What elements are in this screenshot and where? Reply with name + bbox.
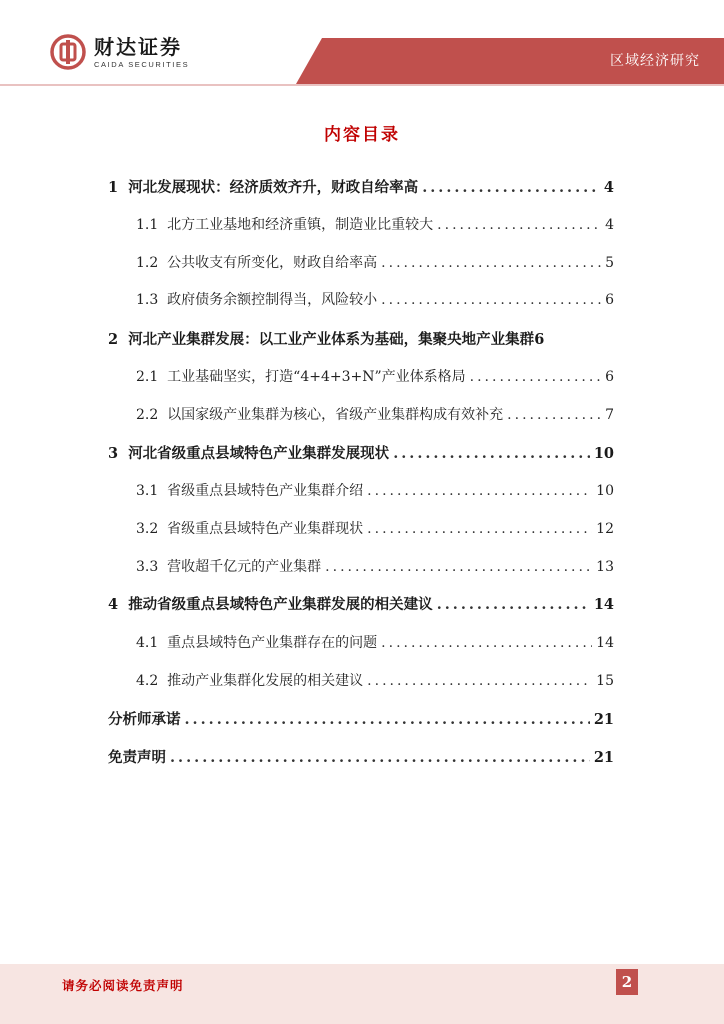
brand-name-cn: 财达证券 [94,34,182,59]
toc-entry[interactable] [108,746,614,774]
toc-entry-title: 省级重点县域特色产业集群介绍 [167,483,364,499]
toc-entry-title: 公共收支有所变化，财政自给率高 [167,255,378,271]
toc-entry-title: 以国家级产业集群为核心，省级产业集群构成有效补充 [167,407,504,423]
page-header [0,0,724,90]
toc-entry[interactable] [108,366,614,394]
toc-leader-dots [367,483,592,499]
toc-leader-dots [422,179,600,196]
toc-entry[interactable] [108,480,614,508]
toc-entry[interactable] [108,252,614,280]
toc-entry-title: 推动产业集群化发展的相关建议 [167,673,364,689]
toc-entry-page: 13 [596,559,614,575]
toc-leader-dots [393,445,590,462]
toc-entry[interactable] [108,176,614,204]
toc-leader-dots [437,217,601,233]
toc-entry-page: 21 [593,749,614,766]
toc-heading: 内容目录 [324,125,400,145]
toc-entry-title: 政府债务余额控制得当，风险较小 [167,292,378,308]
toc-entry-number: 3 [108,445,129,462]
toc-entry-number: 2 [108,331,129,348]
toc-entry[interactable] [108,556,614,584]
toc-leader-dots [367,521,592,537]
caida-logo-icon [50,34,86,70]
toc-entry-title: 推动省级重点县域特色产业集群发展的相关建议 [128,596,433,613]
toc-leader-dots [507,407,601,423]
toc-entry-page: 10 [593,445,614,462]
toc-entry[interactable] [108,214,614,242]
toc-entry-title: 工业基础坚实，打造“4+4+3+N”产业体系格局 [167,369,466,385]
toc-entry-number: 4 [108,596,129,613]
toc-entry-number: 3.3 [136,559,168,575]
toc-entry-title: 河北省级重点县域特色产业集群发展现状 [128,445,390,462]
toc-entry-page: 7 [605,407,614,423]
toc-entry-page: 10 [596,483,614,499]
toc-entry-page: 4 [605,217,614,233]
toc-entry-page: 12 [596,521,614,537]
toc-entry-page: 14 [593,596,614,613]
toc-entry-page: 5 [605,255,614,271]
brand-logo [50,30,189,74]
toc-entry-number: 3.1 [136,483,168,499]
toc-entry[interactable] [108,328,614,356]
toc-entry-page: 14 [596,635,614,651]
toc-entry-title: 河北产业集群发展：以工业产业体系为基础，集聚央地产业集群 [128,331,535,348]
toc-leader-dots [170,749,590,766]
report-category: 区域经济研究 [610,53,700,69]
toc-entry-title: 营收超千亿元的产业集群 [167,559,322,575]
header-divider [0,84,724,86]
toc-leader-dots [470,369,601,385]
toc-entry-number: 2.2 [136,407,168,423]
toc-entry[interactable] [108,670,614,698]
toc-entry[interactable] [108,708,614,736]
toc-entry[interactable] [108,593,614,621]
toc-leader-dots [381,255,601,271]
toc-entry[interactable] [108,518,614,546]
toc-entry[interactable] [108,404,614,432]
page-number: 2 [616,969,638,995]
toc-entry-page: 6 [605,292,614,308]
toc-entry[interactable] [108,289,614,317]
page-footer [0,964,724,1024]
toc-entry-number: 1.1 [136,217,168,233]
toc-entry-title: 免责声明 [108,749,166,766]
toc-leader-dots [381,635,592,651]
toc-entry-page: 4 [603,179,614,196]
disclaimer-notice: 请务必阅读免责声明 [62,978,184,993]
toc-entry-page: 15 [596,673,614,689]
toc-entry-page: 6 [605,369,614,385]
toc-entry-title: 北方工业基地和经济重镇，制造业比重较大 [167,217,434,233]
toc-leader-dots [437,596,590,613]
toc-entry-number: 4.1 [136,635,168,651]
toc-entry-number: 1.3 [136,292,168,308]
toc-leader-dots [185,711,590,728]
toc-entry-number: 1.2 [136,255,168,271]
toc-entry-number: 4.2 [136,673,168,689]
brand-name-en: CAIDA SECURITIES [94,59,190,69]
toc-entry-page: 6 [534,331,545,348]
toc-entry[interactable] [108,442,614,470]
toc-leader-dots [325,559,592,575]
toc-leader-dots [381,292,601,308]
toc-entry-title: 分析师承诺 [108,711,181,728]
toc-entry-title: 重点县域特色产业集群存在的问题 [167,635,378,651]
toc-entry-number: 1 [108,179,129,196]
toc-leader-dots [367,673,592,689]
toc-entry-page: 21 [593,711,614,728]
toc-entry-number: 3.2 [136,521,168,537]
toc-entry-title: 河北发展现状：经济质效齐升，财政自给率高 [128,179,419,196]
toc-entry-number: 2.1 [136,369,168,385]
toc-entry-title: 省级重点县域特色产业集群现状 [167,521,364,537]
toc-entry[interactable] [108,632,614,660]
